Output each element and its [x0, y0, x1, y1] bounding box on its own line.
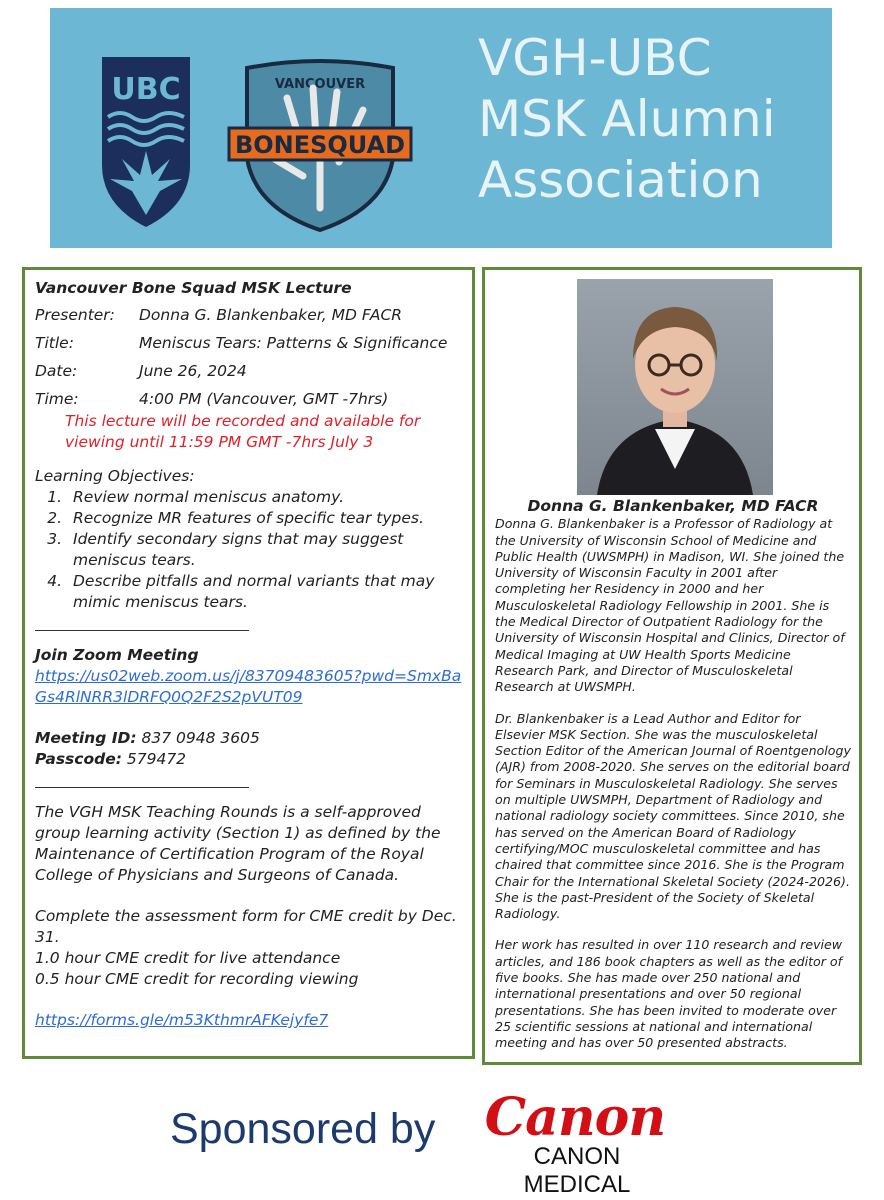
canon-medical-label: CANON MEDICAL [523, 1143, 631, 1198]
bio-paragraph: Donna G. Blankenbaker is a Professor of Radiology at the University of Wisconsin School of Medicine and Public Health (UWSMPH) in Madison, WI. She joined the University of Wisconsin Faculty in 2001 after completing her Residency in 2000 and her Musculoskeletal Radiology Fellowship in 2001. She is the Medical Director of Outpatient Radiology for the University of Wisconsin Hospital and Clinics, Director of Medical Imaging at UW Health Sports Medicine Research Park, and Director of Musculoskeletal Research at UWSMPH. [495, 516, 845, 695]
title-label: Title: [35, 334, 74, 352]
passcode-row [35, 749, 465, 770]
presenter-bio-panel [482, 267, 862, 1065]
presenter-name: Donna G. Blankenbaker, MD FACR [527, 497, 819, 515]
objective-item: 2. Recognize MR features of specific tear types. [67, 508, 465, 529]
svg-text:VANCOUVER: VANCOUVER [274, 77, 366, 92]
cme-recording: 0.5 hour CME credit for recording viewing [35, 970, 359, 988]
ubc-crest-logo [100, 55, 192, 229]
lecture-header: Vancouver Bone Squad MSK Lecture [35, 279, 352, 297]
recording-note: This lecture will be recorded and available for viewing until 11:59 PM GMT -7hrs July 3 [65, 412, 421, 451]
time-row [35, 389, 465, 410]
divider [35, 787, 249, 788]
assessment-form-link[interactable]: https://forms.gle/m53KthmrAFKejyfe7 [35, 1011, 329, 1029]
canon-logo: Canon [484, 1087, 666, 1148]
cme-note: Complete the assessment form for CME credit by Dec. 31. [35, 907, 457, 946]
svg-text:BONESQUAD: BONESQUAD [234, 131, 406, 159]
meeting-id-row [35, 728, 465, 749]
time-value: 4:00 PM (Vancouver, GMT -7hrs) [139, 390, 389, 408]
meeting-id-value: 837 0948 3605 [141, 729, 260, 747]
passcode-label: Passcode: [35, 750, 122, 768]
bio-paragraph: Dr. Blankenbaker is a Lead Author and Editor for Elsevier MSK Section. She was the musculoskeletal Section Editor of the American Journal of Roentgenology (AJR) from 2008-2020. She serves on the editorial board for Seminars in Musculoskeletal Radiology. She serves on multiple UWSMPH, Department of Radiology and national radiology society committees. Since 2010, she has served on the American Board of Radiology certifying/MOC musculoskeletal committee and has chaired that committee since 2016. She is the Program Chair for the International Skeletal Society (2024-2026). She is the past-President of the Society of Skeletal Radiology. [495, 710, 851, 922]
title-value: Meniscus Tears: Patterns & Significance [139, 334, 448, 352]
association-title: VGH-UBC MSK Alumni Association [478, 29, 776, 209]
divider [35, 630, 249, 631]
date-row [35, 361, 465, 382]
presenter-photo [577, 279, 773, 495]
svg-text:UBC: UBC [111, 72, 181, 107]
objectives-label: Learning Objectives: [35, 467, 195, 485]
header-banner [50, 8, 832, 248]
objectives-list [35, 487, 465, 613]
sponsored-by-label: Sponsored by [170, 1105, 436, 1153]
date-value: June 26, 2024 [139, 362, 247, 380]
bio-paragraph: Her work has resulted in over 110 research and review articles, and 186 book chapters as well as the editor of five books. She has made over 250 national and international presentations and over 50 regional presentations. She has been invited to moderate over 25 scientific sessions at national and international meeting and has over 50 presented abstracts. [495, 937, 843, 1051]
objective-item: 1. Review normal meniscus anatomy. [67, 487, 465, 508]
objective-item: 4. Describe pitfalls and normal variants that may mimic meniscus tears. [67, 571, 465, 613]
lecture-details-panel [22, 267, 475, 1059]
presenter-value: Donna G. Blankenbaker, MD FACR [139, 306, 403, 324]
title-row [35, 333, 465, 354]
objective-item: 3. Identify secondary signs that may suggest meniscus tears. [67, 529, 465, 571]
date-label: Date: [35, 362, 78, 380]
zoom-link[interactable]: https://us02web.zoom.us/j/83709483605?pwd=SmxBaGs4RlNRR3lDRFQ0Q2F2S2pVUT09 [35, 667, 462, 706]
presenter-label: Presenter: [35, 306, 115, 324]
accreditation-text: The VGH MSK Teaching Rounds is a self-approved group learning activity (Section 1) as defined by the Maintenance of Certification Program of the Royal College of Physicians and Surgeons of Canada. [35, 803, 441, 884]
passcode-value: 579472 [126, 750, 187, 768]
presenter-row [35, 305, 465, 326]
bone-squad-badge-logo [225, 58, 415, 233]
cme-live: 1.0 hour CME credit for live attendance [35, 949, 341, 967]
meeting-id-label: Meeting ID: [35, 729, 137, 747]
zoom-label: Join Zoom Meeting [35, 646, 199, 664]
time-label: Time: [35, 390, 79, 408]
